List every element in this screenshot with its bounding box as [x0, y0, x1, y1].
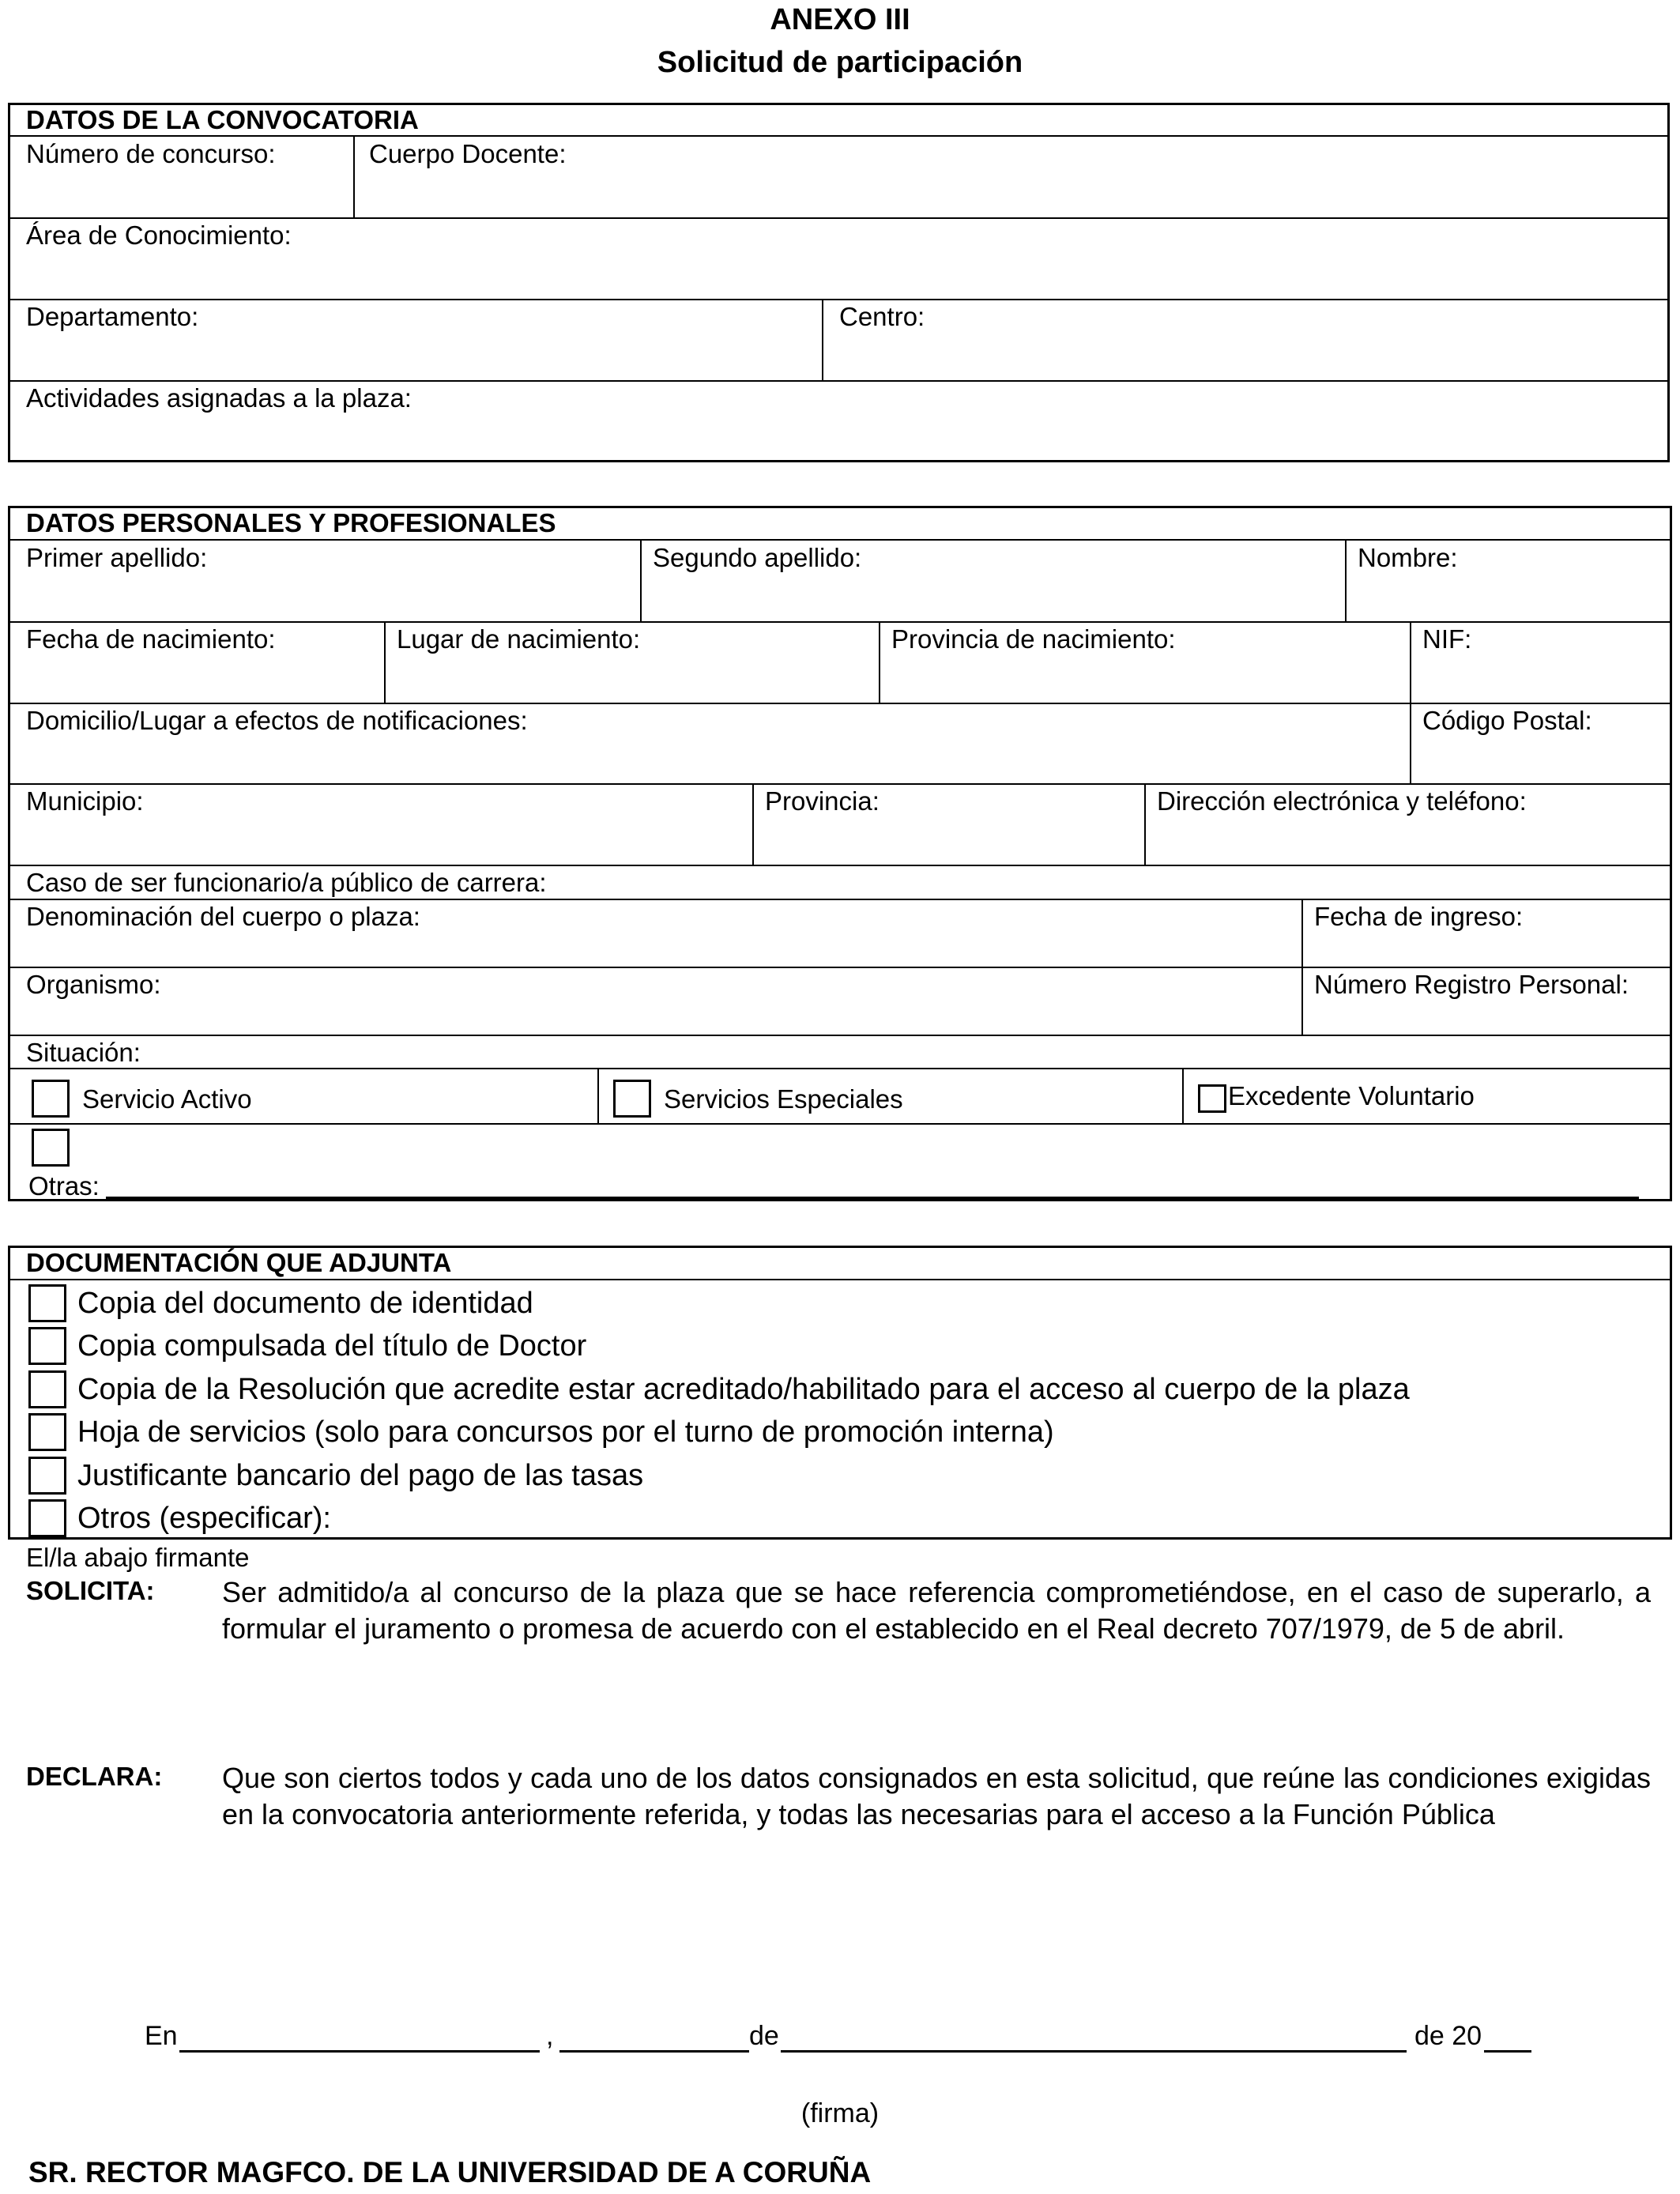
fecha-ingreso-field[interactable]: Fecha de ingreso: [1314, 902, 1524, 931]
actividades-field[interactable]: Actividades asignadas a la plaza: [26, 383, 412, 413]
excedente-voluntario-checkbox[interactable] [1198, 1084, 1226, 1113]
doc-justificante-checkbox[interactable] [28, 1457, 66, 1495]
servicios-especiales-checkbox[interactable] [613, 1080, 651, 1118]
solicita-text: Ser admitido/a al concurso de la plaza que se hace referencia comprometiéndose, en el caso de superarlo, a formular el juramento o promesa de acuerdo con el establecido en el Real decreto 707/1979, de 5 de abril. [222, 1576, 1651, 1645]
form-subtitle: Solicitud de participación [657, 46, 1023, 79]
domicilio-field[interactable]: Domicilio/Lugar a efectos de notificaciones: [26, 706, 528, 735]
otras-input-line[interactable] [106, 1197, 1639, 1199]
primer-apellido-field[interactable]: Primer apellido: [26, 543, 208, 572]
direccion-telefono-field[interactable]: Dirección electrónica y teléfono: [1157, 786, 1527, 816]
provincia-field[interactable]: Provincia: [765, 786, 880, 816]
firma-anio-line[interactable] [1484, 2050, 1531, 2053]
funcionario-label: Caso de ser funcionario/a público de carrera: [26, 868, 547, 897]
declara-text: Que son ciertos todos y cada uno de los datos consignados en esta solicitud, que reúne las condiciones exigidas en la convocatoria anteriormente referida, y todas las necesarias para el acceso a la Función Pública [222, 1762, 1651, 1830]
firmante-label: El/la abajo firmante [26, 1543, 250, 1572]
convocatoria-heading: DATOS DE LA CONVOCATORIA [26, 105, 419, 134]
doc-justificante-label: Justificante bancario del pago de las tasas [77, 1459, 644, 1492]
doc-resolucion-checkbox[interactable] [28, 1370, 66, 1408]
firma-label: (firma) [800, 2098, 880, 2128]
firma-lugar-line[interactable] [179, 2050, 540, 2053]
servicio-activo-label: Servicio Activo [82, 1084, 252, 1114]
municipio-field[interactable]: Municipio: [26, 786, 144, 816]
denominacion-field[interactable]: Denominación del cuerpo o plaza: [26, 902, 420, 931]
provincia-nacimiento-field[interactable]: Provincia de nacimiento: [891, 624, 1176, 654]
firma-mes-line[interactable] [781, 2050, 1407, 2053]
fecha-nacimiento-field[interactable]: Fecha de nacimiento: [26, 624, 276, 654]
servicio-activo-checkbox[interactable] [32, 1080, 70, 1118]
firma-dia-line[interactable] [559, 2050, 749, 2053]
annex-title: ANEXO III [770, 3, 910, 36]
doc-resolucion-label: Copia de la Resolución que acredite estar acreditado/habilitado para el acceso al cuerpo de la plaza [77, 1373, 1410, 1406]
cuerpo-docente-field[interactable]: Cuerpo Docente: [369, 139, 567, 168]
area-conocimiento-field[interactable]: Área de Conocimiento: [26, 221, 292, 250]
segundo-apellido-field[interactable]: Segundo apellido: [653, 543, 862, 572]
doc-otros-label: Otros (especificar): [77, 1502, 331, 1535]
servicios-especiales-label: Servicios Especiales [664, 1084, 903, 1114]
organismo-field[interactable]: Organismo: [26, 970, 161, 999]
codigo-postal-field[interactable]: Código Postal: [1422, 706, 1592, 735]
situacion-label: Situación: [26, 1038, 141, 1067]
otras-label: Otras: [28, 1171, 100, 1201]
personales-heading: DATOS PERSONALES Y PROFESIONALES [26, 508, 556, 537]
destinatario: SR. RECTOR MAGFCO. DE LA UNIVERSIDAD DE A CORUÑA [28, 2156, 872, 2188]
doc-hoja-servicios-checkbox[interactable] [28, 1413, 66, 1451]
firma-de-label: de [749, 2021, 779, 2051]
solicita-label: SOLICITA: [26, 1576, 155, 1605]
documentacion-heading: DOCUMENTACIÓN QUE ADJUNTA [26, 1248, 452, 1277]
numero-registro-field[interactable]: Número Registro Personal: [1314, 970, 1629, 999]
lugar-nacimiento-field[interactable]: Lugar de nacimiento: [397, 624, 641, 654]
declara-label: DECLARA: [26, 1762, 163, 1791]
doc-otros-checkbox[interactable] [28, 1499, 66, 1537]
otras-checkbox[interactable] [32, 1129, 70, 1167]
firma-comma: , [546, 2021, 554, 2051]
doc-titulo-doctor-label: Copia compulsada del título de Doctor [77, 1329, 587, 1363]
doc-hoja-servicios-label: Hoja de servicios (solo para concursos por el turno de promoción interna) [77, 1416, 1054, 1449]
nif-field[interactable]: NIF: [1422, 624, 1472, 654]
firma-de20-label: de 20 [1414, 2021, 1482, 2051]
nombre-field[interactable]: Nombre: [1358, 543, 1458, 572]
centro-field[interactable]: Centro: [839, 302, 925, 331]
departamento-field[interactable]: Departamento: [26, 302, 199, 331]
numero-concurso-field[interactable]: Número de concurso: [26, 139, 276, 168]
firma-en-label: En [145, 2021, 178, 2051]
doc-titulo-doctor-checkbox[interactable] [28, 1327, 66, 1365]
excedente-voluntario-label: Excedente Voluntario [1228, 1081, 1475, 1110]
doc-identidad-label: Copia del documento de identidad [77, 1287, 533, 1320]
doc-identidad-checkbox[interactable] [28, 1284, 66, 1322]
